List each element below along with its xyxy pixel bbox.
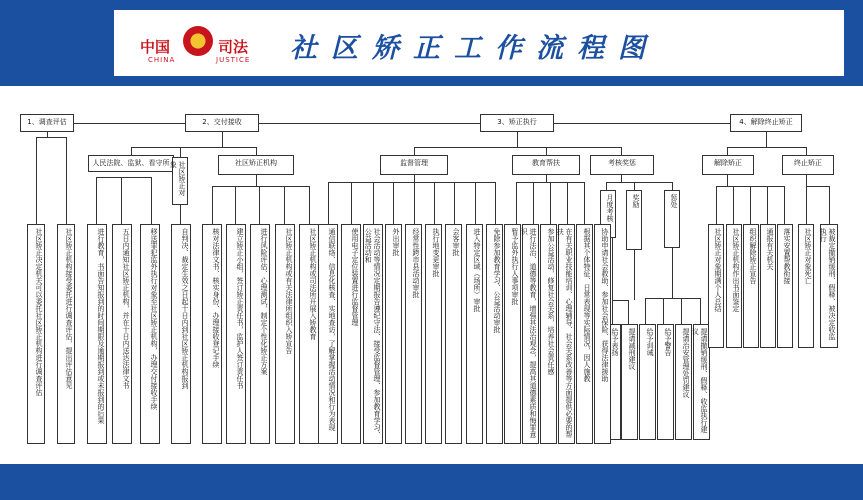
connector bbox=[131, 147, 256, 148]
connector bbox=[517, 131, 518, 147]
punish-box bbox=[664, 190, 680, 248]
connector bbox=[328, 182, 496, 183]
connector bbox=[475, 182, 476, 224]
connector bbox=[235, 186, 236, 224]
leaf-box bbox=[226, 224, 246, 444]
connector bbox=[66, 137, 67, 224]
node-label: 人民法院、监狱、看守所 bbox=[92, 159, 170, 167]
connector bbox=[328, 182, 329, 224]
leaf-box bbox=[250, 224, 270, 444]
connector bbox=[700, 298, 701, 324]
leaf-text: 提请减刑建议 bbox=[628, 328, 636, 370]
stage-connector bbox=[74, 123, 732, 124]
leaf-box bbox=[445, 224, 462, 444]
connector bbox=[727, 147, 728, 155]
leaf-text: 参加公益活动，修复社会关系，培养社会责任感 bbox=[547, 228, 555, 375]
leaf-box bbox=[363, 224, 383, 444]
page-title: 社区矫正工作流程图 bbox=[290, 33, 659, 64]
stage-survey-box bbox=[20, 114, 74, 132]
leaf-box bbox=[57, 224, 75, 444]
leaf-text: 移送罪犯监外执行对象至社区矫正机构，办理交付接收手续 bbox=[150, 228, 158, 410]
terminate-box bbox=[782, 155, 834, 175]
stage-handover-box bbox=[185, 114, 259, 132]
leaf-box bbox=[140, 224, 160, 444]
connector bbox=[96, 177, 151, 178]
stage-label: 1、调查评估 bbox=[27, 118, 67, 126]
leaf-text: 通报有关机关 bbox=[766, 228, 774, 270]
leaf-text: 社区矫正机构作出书面鉴定 bbox=[732, 228, 740, 312]
leaf-box bbox=[540, 224, 557, 444]
leaf-text: 给予警告 bbox=[664, 328, 672, 356]
leaf-text: 五日内通知社区矫正机构，并在十日内送达法律文书 bbox=[122, 228, 130, 389]
connector bbox=[516, 182, 517, 224]
connector bbox=[131, 147, 132, 155]
connector bbox=[550, 182, 551, 224]
leaf-text: 给予训诫 bbox=[646, 328, 654, 356]
leaf-box bbox=[708, 224, 724, 348]
connector bbox=[546, 147, 547, 155]
leaf-text: 协助申请社会救助、参加社会保险、获得法律援助 bbox=[601, 228, 609, 382]
leaf-text: 经常性跨市县活动审批 bbox=[412, 228, 420, 298]
leaf-text: 提请治安管理处罚建议 bbox=[682, 328, 690, 398]
connector bbox=[180, 147, 181, 157]
connector bbox=[634, 250, 635, 300]
connector bbox=[373, 182, 374, 224]
connector bbox=[806, 186, 829, 187]
connector bbox=[212, 186, 213, 224]
correction-agency-box bbox=[218, 155, 294, 175]
leaf-text: 组织解除矫正宣告 bbox=[749, 228, 757, 284]
connector bbox=[533, 182, 534, 224]
connector bbox=[434, 182, 435, 224]
leaf-text: 社区矫正机构或有关法律所组织入矫宣告 bbox=[285, 228, 293, 354]
node-label: 考核奖惩 bbox=[608, 159, 636, 167]
logo-text-china: 中国 bbox=[140, 38, 171, 56]
connector bbox=[454, 182, 455, 224]
leaf-box bbox=[202, 224, 222, 444]
leaf-text: 社区矫正决定机关可以委托社区矫正机构进行调查评估 bbox=[35, 228, 43, 396]
leaf-box bbox=[112, 224, 132, 444]
node-label: 解除矫正 bbox=[714, 159, 742, 167]
node-label: 月度考核 bbox=[606, 194, 614, 222]
supervision-box bbox=[380, 155, 448, 175]
leaf-box bbox=[675, 324, 692, 440]
connector bbox=[606, 182, 672, 183]
leaf-text: 给予表扬 bbox=[611, 328, 619, 356]
leaf-box bbox=[522, 224, 539, 444]
connector bbox=[766, 131, 767, 147]
node-label: 社区矫正机构 bbox=[235, 159, 277, 167]
connector bbox=[806, 175, 807, 186]
leaf-text: 进行法治、道德等教育，增强其法治观念，提高其道德素质和悔罪意识 bbox=[520, 228, 537, 438]
connector bbox=[256, 147, 257, 155]
connector bbox=[222, 131, 223, 147]
leaf-box bbox=[820, 224, 838, 348]
leaf-box bbox=[504, 224, 521, 444]
stage-execution-box bbox=[480, 114, 554, 132]
leaf-text: 提请撤销缓刑、假释、收监执行建议 bbox=[691, 328, 708, 433]
connector bbox=[259, 186, 260, 224]
leaf-box bbox=[594, 224, 611, 444]
connector bbox=[414, 182, 415, 224]
leaf-text: 被裁定撤销缓刑、假释、被决定收监执行 bbox=[819, 228, 836, 340]
connector bbox=[567, 182, 568, 224]
connector bbox=[645, 298, 646, 324]
node-label: 终止矫正 bbox=[794, 159, 822, 167]
leaf-box bbox=[621, 324, 638, 440]
leaf-text: 外出审批 bbox=[392, 228, 400, 256]
release-box bbox=[702, 155, 754, 175]
leaf-text: 进行教育，书面告知报到的时间期限及逾期报到或未报到的后果 bbox=[97, 228, 105, 424]
connector bbox=[284, 186, 285, 224]
connector bbox=[351, 182, 352, 224]
connector bbox=[414, 147, 621, 148]
stage-label: 2、交付接收 bbox=[202, 118, 242, 126]
connector bbox=[546, 175, 547, 182]
leaf-box bbox=[743, 224, 759, 348]
leaf-box bbox=[726, 224, 742, 348]
node-label: 奖励 bbox=[632, 194, 640, 208]
stage-release-box bbox=[730, 114, 802, 132]
node-label: 惩处 bbox=[670, 194, 678, 208]
leaf-text: 社区矫正机构接受委托进行调查评估，提出评估意见 bbox=[65, 228, 73, 389]
leaf-text: 进入特定区域（场所）审批 bbox=[473, 228, 481, 312]
connector bbox=[628, 300, 629, 324]
connector bbox=[212, 186, 309, 187]
leaf-box bbox=[318, 224, 338, 444]
leaf-text: 会客审批 bbox=[452, 228, 460, 256]
leaf-box bbox=[171, 224, 191, 444]
connector bbox=[309, 186, 310, 224]
connector bbox=[727, 147, 806, 148]
connector bbox=[621, 175, 622, 182]
connector bbox=[727, 175, 728, 186]
stage-label: 3、矫正执行 bbox=[497, 118, 537, 126]
connector bbox=[612, 238, 613, 324]
leaf-text: 社区矫正对象期满个人总结 bbox=[714, 228, 722, 312]
connector bbox=[612, 300, 628, 301]
node-label: 教育帮扶 bbox=[532, 159, 560, 167]
leaf-text: 进行风险评估、心理测试，制定个性化矫正方案 bbox=[260, 228, 268, 375]
leaf-box bbox=[299, 224, 319, 444]
leaf-box bbox=[27, 224, 45, 444]
leaf-text: 落实安置帮教衔接 bbox=[783, 228, 791, 284]
connector bbox=[784, 186, 785, 224]
leaf-box bbox=[341, 224, 361, 444]
leaf-text: 免除参加教育学习、公益活动审批 bbox=[493, 228, 501, 333]
connector bbox=[414, 175, 415, 182]
logo-text-justice: 司法 bbox=[218, 38, 249, 56]
correction-subject-box bbox=[169, 157, 188, 205]
footer-band bbox=[0, 464, 863, 500]
connector bbox=[829, 186, 830, 224]
connector bbox=[256, 175, 257, 186]
connector bbox=[36, 137, 66, 138]
leaf-box bbox=[639, 324, 656, 440]
leaf-text: 社区矫正机构或司法所开展入矫教育 bbox=[309, 228, 317, 340]
connector bbox=[806, 186, 807, 224]
leaf-text: 自判决、裁定生效之日起十日内到社区矫正机构报到 bbox=[181, 228, 189, 389]
connector bbox=[681, 298, 682, 324]
leaf-text: 核对法律文书、核实身份、办理接收登记手续 bbox=[212, 228, 220, 368]
connector bbox=[393, 182, 394, 224]
connector bbox=[645, 298, 700, 299]
logo-en-china: CHINA bbox=[148, 56, 176, 64]
justice-emblem-icon bbox=[183, 26, 213, 56]
education-box bbox=[512, 155, 580, 175]
connector bbox=[121, 177, 122, 224]
leaf-box bbox=[385, 224, 402, 444]
logo-en-justice: JUSTICE bbox=[216, 56, 251, 64]
leaf-box bbox=[275, 224, 295, 444]
connector bbox=[621, 147, 622, 155]
connector bbox=[750, 186, 751, 224]
connector bbox=[414, 147, 415, 155]
connector bbox=[180, 205, 181, 224]
court-prison-box bbox=[88, 155, 174, 172]
connector bbox=[495, 182, 496, 224]
connector bbox=[767, 186, 768, 224]
connector bbox=[806, 147, 807, 155]
leaf-text: 根据其个体特征、日常表现等实际情况，因人施教 bbox=[583, 228, 591, 382]
connector bbox=[716, 186, 717, 224]
connector bbox=[663, 298, 664, 324]
reward-punish-box bbox=[590, 155, 654, 175]
leaf-box bbox=[466, 224, 483, 444]
node-label: 社区矫正对象 bbox=[169, 161, 186, 196]
connector bbox=[672, 248, 673, 298]
leaf-text: 建立矫正小组，签订矫正责任书，监护人签订责任书 bbox=[236, 228, 244, 389]
award-box bbox=[626, 190, 642, 250]
leaf-text: 使用电子定位装置进行监督管理 bbox=[351, 228, 359, 326]
leaf-text: 通信联络、信息化核查、实地查访，了解掌握活动情况和行为表现 bbox=[328, 228, 336, 431]
leaf-box bbox=[425, 224, 442, 444]
connector bbox=[733, 186, 734, 224]
stage-label: 4、解除终止矫正 bbox=[739, 118, 793, 126]
leaf-box bbox=[405, 224, 422, 444]
connector bbox=[96, 177, 97, 224]
leaf-box bbox=[760, 224, 776, 348]
leaf-box bbox=[576, 224, 593, 444]
leaf-text: 社会活动等情况定期报告遵纪守法、接受监督管理、参加教育学习、公益活动和 bbox=[364, 228, 381, 438]
leaf-box bbox=[657, 324, 674, 440]
leaf-text: 执行地变更审批 bbox=[432, 228, 440, 277]
leaf-box bbox=[798, 224, 814, 348]
leaf-box bbox=[777, 224, 793, 348]
connector bbox=[151, 177, 152, 224]
leaf-box bbox=[486, 224, 503, 444]
leaf-text: 社区矫正对象死亡 bbox=[804, 228, 812, 284]
leaf-box bbox=[558, 224, 575, 444]
leaf-text: 在有关职业技能培训、心理辅导、社会关系改善等方面提供必要的帮扶 bbox=[556, 228, 573, 438]
leaf-box bbox=[87, 224, 107, 444]
leaf-text: 暂予监外执行人事项审批 bbox=[511, 228, 519, 305]
connector bbox=[584, 182, 585, 224]
connector bbox=[36, 137, 37, 224]
node-label: 监督管理 bbox=[400, 159, 428, 167]
